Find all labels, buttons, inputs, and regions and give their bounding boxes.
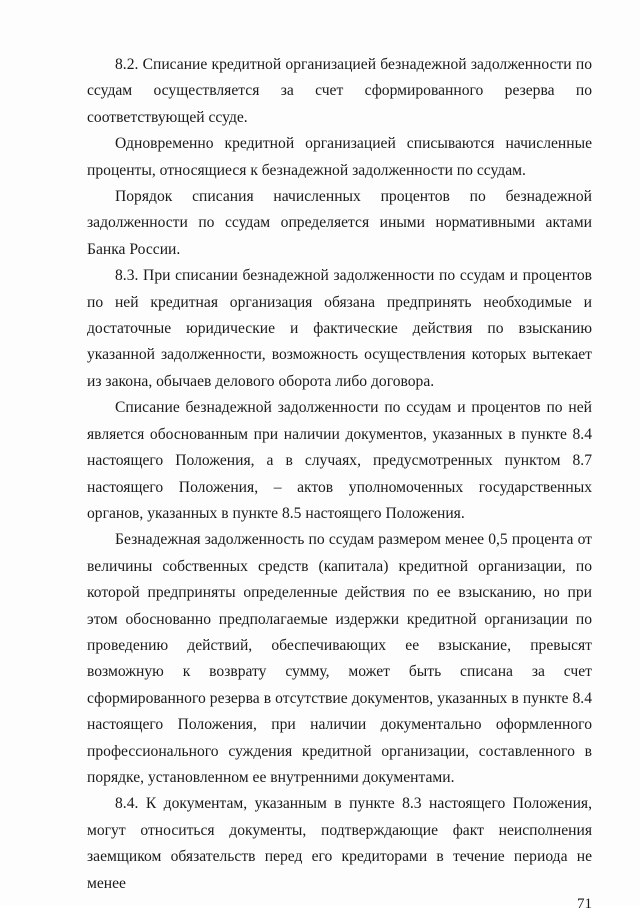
- document-body: [87, 52, 592, 897]
- page-number: 71: [577, 896, 592, 912]
- paragraph-8-4: 8.4. К документам, указанным в пункте 8.3 настоящего Положения, могут относиться документы, подтверждающие факт неисполнения заемщиком обязательств перед его кредиторами в течение периода не менее: [87, 795, 592, 892]
- paragraph-writeoff-justification: Списание безнадежной задолженности по ссудам и процентов по ней является обоснованным при наличии документов, указанных в пункте 8.4 настоящего Положения, а в случаях, предусмотренных пунктом 8.7 настоящего Положения, – актов уполномоченных государственных органов, указанных в пункте 8.5 настоящего Положения.: [87, 399, 592, 522]
- paragraph-writeoff-procedure: Порядок списания начисленных процентов по безнадежной задолженности по ссудам определяется иными нормативными актами Банка России.: [87, 188, 592, 258]
- paragraph-8-3: 8.3. При списании безнадежной задолженности по ссудам и процентов по ней кредитная организация обязана предпринять необходимые и достаточные юридические и фактические действия по взысканию указанной задолженности, возможность осуществления которых вытекает из закона, обычаев делового оборота либо договора.: [87, 267, 592, 390]
- paragraph-interest-writeoff: Одновременно кредитной организацией списываются начисленные проценты, относящиеся к безнадежной задолженности по ссудам.: [87, 135, 592, 179]
- paragraph-small-debt: Безнадежная задолженность по ссудам размером менее 0,5 процента от величины собственных средств (капитала) кредитной организации, по которой предприняты определенные действия по ее взысканию, но при этом обоснованно предполагаемые издержки кредитной организации по проведению действий, обеспечивающих ее взыскание, превысят возможную к возврату сумму, может быть списана за счет сформированного резерва в отсутствие документов, указанных в пункте 8.4 настоящего Положения, при наличии документально оформленного профессионального суждения кредитной организации, составленного в порядке, установленном ее внутренними документами.: [87, 531, 592, 786]
- paragraph-8-2: 8.2. Списание кредитной организацией безнадежной задолженности по ссудам осуществляется за счет сформированного резерва по соответствующей ссуде.: [87, 56, 592, 126]
